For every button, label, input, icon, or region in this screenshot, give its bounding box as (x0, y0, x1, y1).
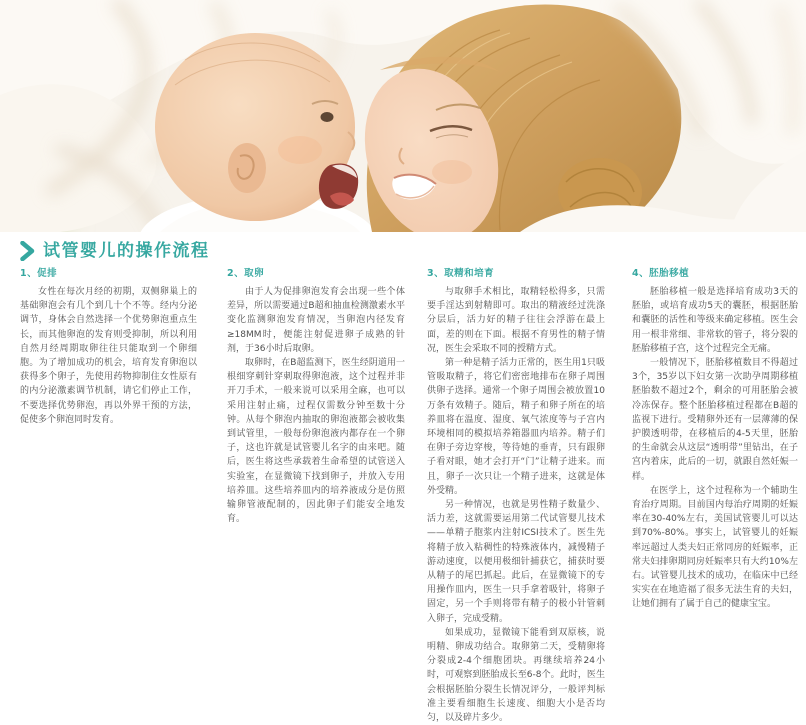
article-paragraph: 另一种情况，也就是男性精子数量少、活力差，这就需要运用第二代试管婴儿技术——单精子胞浆内注射ICSI技术了。医生先将精子放入粘稠性的特殊液体内，减慢精子游动速度，以便用极细针捕获它，捕获时要从精子的尾巴抓起。此后，在显微镜下的专用操作皿内，医生一只手拿着吸针，将卵子固定，另一个手则将带有精子的极小针管刺入卵子，完成受精。 (427, 500, 605, 624)
chevron-right-icon (20, 241, 35, 261)
article-column-egg-retrieval (227, 268, 405, 526)
section-body (632, 285, 798, 612)
article-paragraph: 第一种是精子活力正常的，医生用1只吸管吸取精子，将它们密密地排布在卵子周围供卵子选择。通常一个卵子周围会被放置10万条有效精子。随后，精子和卵子所在的培养皿将在温度、湿度、氧气浓度等与子宫内环境相同的模拟培养箱器皿内培养。精子们在卵子旁边穿梭，等待她的垂青，只有跟卵子看对眼，她才会打开“门”让精子进来。而且，卵子一次只让一个精子进来，这就是体外受精。 (427, 358, 605, 496)
section-body (20, 285, 197, 427)
section-heading (20, 268, 197, 280)
section-number: 3、 (427, 268, 445, 279)
section-number: 2、 (227, 268, 245, 279)
article-paragraph: 胚胎移植一般是选择培育成功3天的胚胎，或培育成功5天的囊胚，根据胚胎和囊胚的活性和等级来确定移植。医生会用一根非常细、非常软的管子，将分裂的胚胎移植子宫，这个过程完全无痛。 (632, 287, 798, 354)
section-title: 促排 (37, 268, 58, 279)
page-title: 试管婴儿的操作流程 (43, 240, 210, 261)
page-title-row (20, 239, 210, 263)
article-paragraph: 女性在每次月经的初期，双侧卵巢上的基础卵泡会有几个到几十个不等。经内分泌调节，身体会自然选择一个优势卵泡重点生长，而其他卵泡的发育则受抑制，所以利用自然月经周期取卵往往只能取到一个卵细胞。为了增加成功的机会，培育发育卵泡以获得多个卵子，先使用药物抑制住女性原有的内分泌激素调节机制，请它们停止工作，不要选择优势卵泡，再以外界干预的方法，促使多个卵泡同时发育。 (20, 287, 197, 425)
section-title: 胚胎移植 (649, 268, 690, 279)
mother-baby-photo (0, 0, 806, 232)
section-heading (227, 268, 405, 280)
photo-illustration (0, 0, 806, 232)
section-number: 4、 (632, 268, 650, 279)
article-paragraph: 一般情况下，胚胎移植数目不得超过3个，35岁以下妇女第一次助孕周期移植胚胎数不超过2个，剩余的可用胚胎会被冷冻保存。整个胚胎移植过程都在B超的监视下进行。受精卵外还有一层薄薄的保护膜透明带，在移植后的4-5天里，胚胎的生命就会从这层“透明带”里钻出，在子宫内着床，此后的一切，就跟自然妊娠一样。 (632, 358, 798, 482)
article-paragraph: 如果成功，显微镜下能看到双原核，说明精、卵成功结合。取卵第二天，受精卵将分裂成2-4个细胞团块。再继续培养24小时，可观察到胚胎成长至6-8个。此时，医生会根据胚胎分裂生长情况评分，一般评判标准主要看细胞生长速度、细胞大小是否均匀，以及碎片多少。 (427, 627, 605, 724)
section-body (427, 285, 605, 725)
article-column-sperm-culture (427, 268, 605, 725)
article-paragraph: 取卵时，在B超监测下，医生经阴道用一根细穿刺针穿刺取得卵泡液，这个过程并非开刀手术，一般来说可以采用全麻，也可以采用注射止痛，过程仅需数分钟至数十分钟。从每个卵泡内抽取的卵泡液都会被收集到试管里，一般每份卵泡液内都存在一个卵子，这也许就是试管婴儿名字的由来吧。随后，医生将这些承载着生命希望的试管送入实验室，在显微镜下找到卵子，并放入专用培养皿。这些培养皿内的培养液成分是仿照输卵管液配制的，因此卵子们能安全地发育。 (227, 358, 405, 525)
section-title: 取精和培育 (444, 268, 495, 279)
section-body (227, 285, 405, 526)
article-column-embryo-transfer (632, 268, 798, 612)
section-heading (427, 268, 605, 280)
article-column-promote (20, 268, 197, 427)
article-paragraph: 在医学上，这个过程称为一个辅助生育治疗周期。目前国内每治疗周期的妊娠率在30-40%左右，美国试管婴儿可以达到70%-80%。事实上，试管婴儿的妊娠率远超过人类夫妇正常同房的妊娠率，正常夫妇排卵期同房妊娠率只有大约10%左右。试管婴儿技术的成功，在临床中已经实实在在地造福了很多无法生育的夫妇，让她们拥有了属于自己的健康宝宝。 (632, 485, 798, 610)
article-paragraph: 与取卵手术相比，取精轻松得多，只需要手淫达到射精即可。取出的精液经过洗涤分层后，活力好的精子往往会浮游在最上面，差的则在下面。根据不育男性的精子情况，医生会采取不同的授精方式。 (427, 287, 605, 354)
article-paragraph: 由于人为促排卵泡发育会出现一些个体差异，所以需要通过B超和抽血检测激素水平变化监测卵泡发育情况，当卵泡内径发育≥18MM时，便能注射促进卵子成熟的针剂，于36小时后取卵。 (227, 287, 405, 354)
section-number: 1、 (20, 268, 38, 279)
section-title: 取卵 (244, 268, 265, 279)
section-heading (632, 268, 798, 280)
